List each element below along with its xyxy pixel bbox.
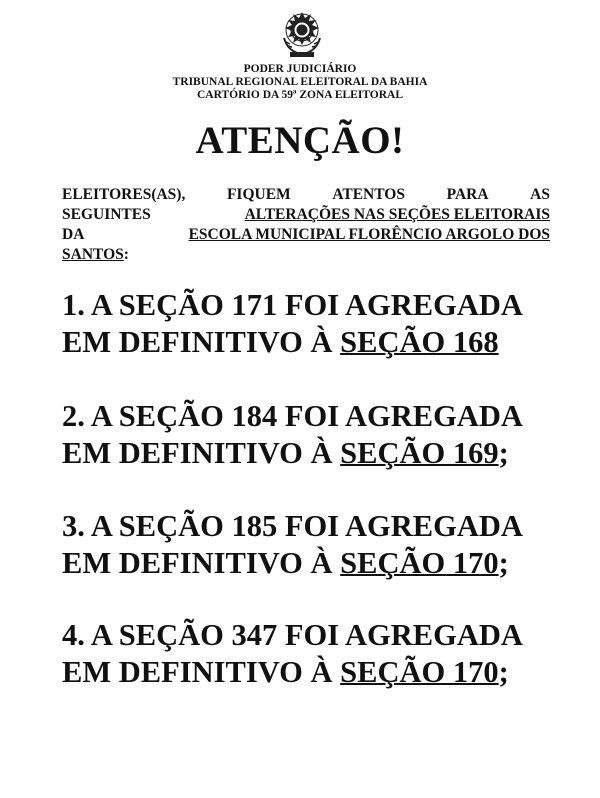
target-section: SEÇÃO 168 [340,325,499,359]
intro-word: ATENTOS [332,186,405,203]
coat-of-arms-seal-icon [278,8,326,60]
intro-word: FIQUEM [226,186,291,203]
target-section: SEÇÃO 170 [340,546,499,580]
item-line-2 [62,435,557,472]
notice-item-3 [62,508,557,582]
item-text: EM DEFINITIVO À [62,325,341,359]
notice-title: ATENÇÃO! [195,119,405,162]
intro-paragraph [62,185,550,265]
intro-line-1 [62,185,550,205]
item-suffix: ; [498,655,509,689]
intro-text: SEGUINTES [62,206,151,223]
intro-line-4 [62,245,550,265]
notice-item-1 [62,287,557,361]
item-suffix: ; [498,546,509,580]
header-line-judiciary: PODER JUDICIÁRIO [243,63,357,75]
item-text: EM DEFINITIVO À [62,436,341,470]
school-name-end: SANTOS [62,246,124,263]
intro-underlined-text: ALTERAÇÕES NAS SEÇÕES ELEITORAIS [244,206,550,223]
school-name: ESCOLA MUNICIPAL FLORÊNCIO ARGOLO DOS [188,226,550,243]
intro-word: AS [530,186,550,203]
item-line-2 [62,324,557,361]
notice-item-2 [62,398,557,472]
item-text: EM DEFINITIVO À [62,655,341,689]
court-header [0,63,600,102]
intro-line-3 [62,225,550,245]
target-section: SEÇÃO 170 [340,655,499,689]
item-line-2 [62,654,557,691]
item-line-2 [62,545,557,582]
notice-item-4 [62,617,557,691]
item-line-1: 1. A SEÇÃO 171 FOI AGREGADA [62,288,523,322]
intro-word: PARA [446,186,489,203]
item-text: EM DEFINITIVO À [62,546,341,580]
target-section: SEÇÃO 169 [340,436,499,470]
item-line-1: 3. A SEÇÃO 185 FOI AGREGADA [62,509,523,543]
header-line-registry: CARTÓRIO DA 59ª ZONA ELEITORAL [196,89,404,101]
item-line-1: 4. A SEÇÃO 347 FOI AGREGADA [62,618,523,652]
intro-line-2 [62,205,550,225]
intro-colon: : [123,246,129,263]
intro-text: DA [62,226,85,243]
item-line-1: 2. A SEÇÃO 184 FOI AGREGADA [62,399,523,433]
intro-word: ELEITORES(AS), [62,186,186,203]
header-line-tribunal: TRIBUNAL REGIONAL ELEITORAL DA BAHIA [172,76,428,88]
item-suffix: ; [498,436,509,470]
